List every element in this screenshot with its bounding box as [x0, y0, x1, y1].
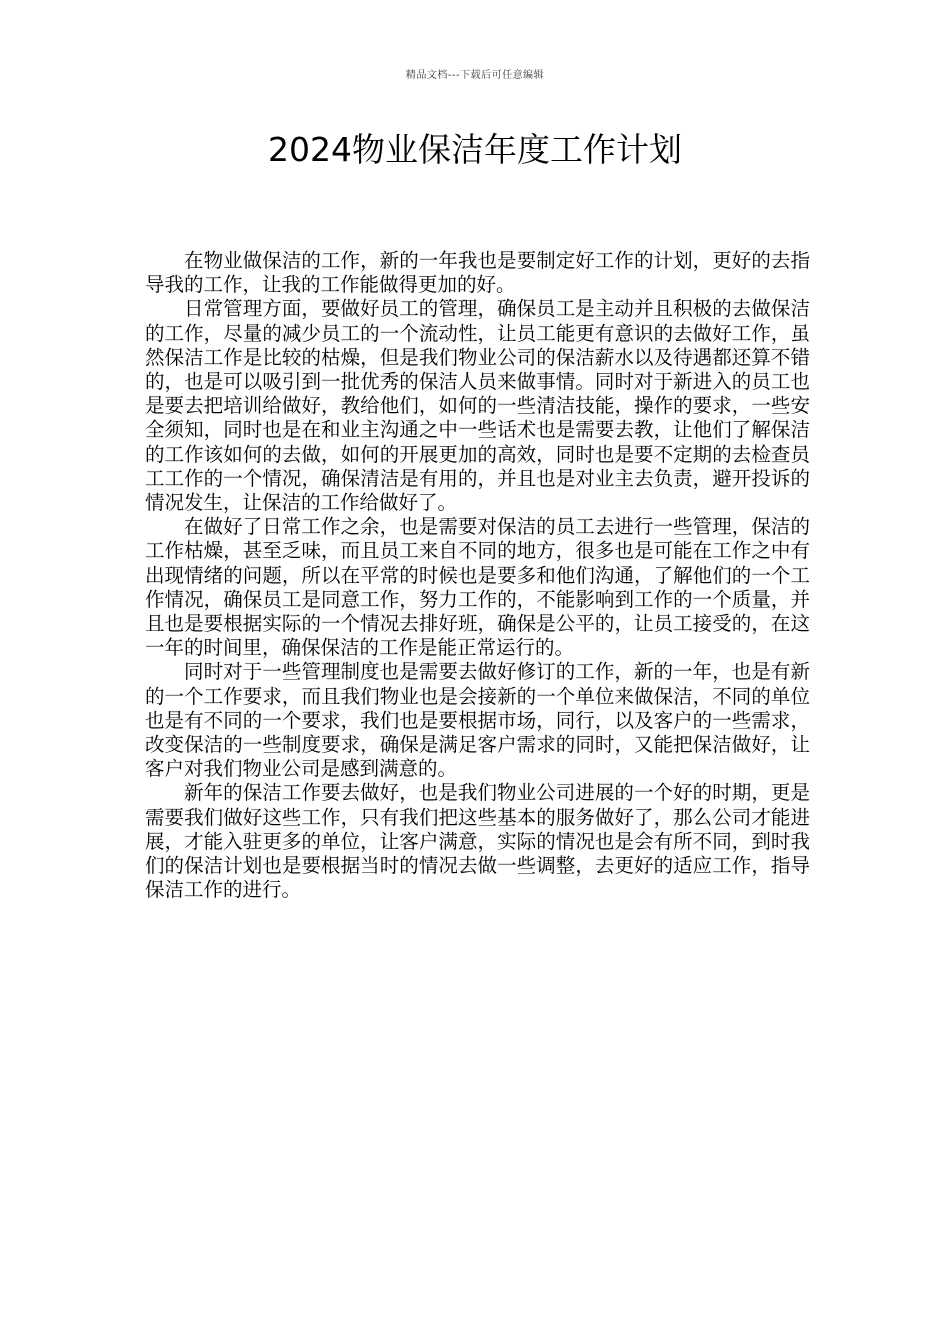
- document-body: [145, 249, 810, 902]
- paragraph-4: 同时对于一些管理制度也是需要去做好修订的工作，新的一年，也是有新的一个工作要求，而且我们物业也是会接新的一个单位来做保洁，不同的单位也是有不同的一个要求，我们也是要根据市场，同行，以及客户的一些需求，改变保洁的一些制度要求，确保是满足客户需求的同时，又能把保洁做好，让客户对我们物业公司是感到满意的。: [145, 660, 810, 781]
- paragraph-2: 日常管理方面，要做好员工的管理，确保员工是主动并且积极的去做保洁的工作，尽量的减少员工的一个流动性，让员工能更有意识的去做好工作，虽然保洁工作是比较的枯燥，但是我们物业公司的保洁薪水以及待遇都还算不错的，也是可以吸引到一批优秀的保洁人员来做事情。同时对于新进入的员工也是要去把培训给做好，教给他们，如何的一些清洁技能，操作的要求，一些安全须知，同时也是在和业主沟通之中一些话术也是需要去教，让他们了解保洁的工作该如何的去做，如何的开展更加的高效，同时也是要不定期的去检查员工工作的一个情况，确保清洁是有用的，并且也是对业主去负责，避开投诉的情况发生，让保洁的工作给做好了。: [145, 297, 810, 515]
- page-title: 2024物业保洁年度工作计划: [268, 130, 682, 169]
- paragraph-1: 在物业做保洁的工作，新的一年我也是要制定好工作的计划，更好的去指导我的工作，让我的工作能做得更加的好。: [145, 249, 810, 297]
- paragraph-5: 新年的保洁工作要去做好，也是我们物业公司进展的一个好的时期，更是需要我们做好这些工作，只有我们把这些基本的服务做好了，那么公司才能进展，才能入驻更多的单位，让客户满意，实际的情况也是会有所不同，到时我们的保洁计划也是要根据当时的情况去做一些调整，去更好的适应工作，指导保洁工作的进行。: [145, 781, 810, 902]
- header-note: 精品文档---下载后可任意编辑: [405, 70, 545, 81]
- paragraph-3: 在做好了日常工作之余，也是需要对保洁的员工去进行一些管理，保洁的工作枯燥，甚至乏味，而且员工来自不同的地方，很多也是可能在工作之中有出现情绪的问题，所以在平常的时候也是要多和他们沟通，了解他们的一个工作情况，确保员工是同意工作，努力工作的，不能影响到工作的一个质量，并且也是要根据实际的一个情况去排好班，确保是公平的，让员工接受的，在这一年的时间里，确保保洁的工作是能正常运行的。: [145, 515, 810, 660]
